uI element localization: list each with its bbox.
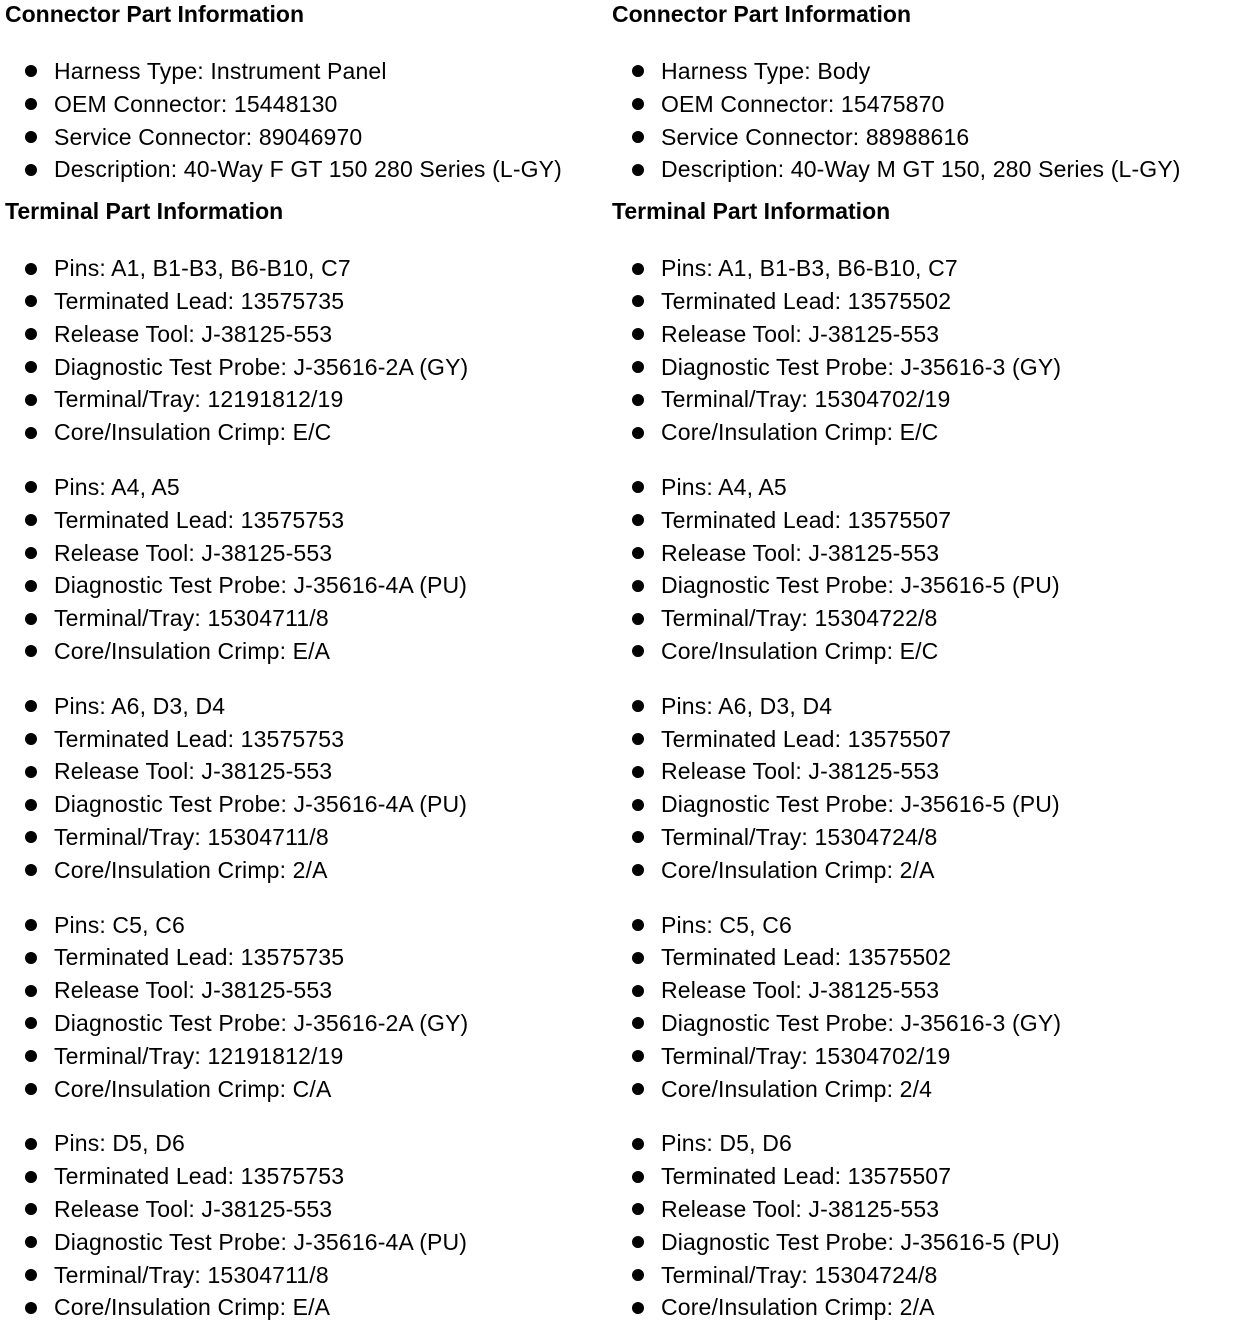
list-item bbox=[5, 788, 605, 821]
bullet-icon bbox=[25, 328, 37, 340]
pins: Pins: A4, A5 bbox=[661, 473, 787, 500]
release-tool: Release Tool: J-38125-553 bbox=[54, 1195, 333, 1222]
bullet-icon bbox=[25, 1203, 37, 1215]
list-item bbox=[5, 55, 605, 88]
harness-type: Harness Type: Instrument Panel bbox=[54, 58, 387, 84]
bullet-icon bbox=[632, 799, 644, 811]
bullet-icon bbox=[25, 263, 37, 275]
oem-connector: OEM Connector: 15475870 bbox=[661, 90, 945, 117]
list-item bbox=[5, 1226, 605, 1259]
list-item bbox=[5, 974, 605, 1007]
bullet-icon bbox=[632, 1083, 644, 1095]
list-item bbox=[612, 1160, 1242, 1193]
terminated-lead: Terminated Lead: 13575502 bbox=[661, 287, 952, 314]
bullet-icon bbox=[25, 427, 37, 439]
terminal-group-3 bbox=[612, 690, 1242, 887]
bullet-icon bbox=[632, 547, 644, 559]
list-item bbox=[612, 55, 1242, 88]
bullet-icon bbox=[632, 1138, 644, 1150]
bullet-icon bbox=[25, 766, 37, 778]
list-item bbox=[612, 351, 1242, 384]
bullet-icon bbox=[25, 361, 37, 373]
list-item bbox=[5, 252, 605, 285]
pins: Pins: A6, D3, D4 bbox=[54, 692, 226, 719]
terminal-group-5 bbox=[612, 1127, 1242, 1324]
bullet-icon bbox=[25, 1050, 37, 1062]
terminal-tray: Terminal/Tray: 12191812/19 bbox=[54, 1042, 344, 1069]
list-item bbox=[5, 690, 605, 723]
pins: Pins: C5, C6 bbox=[661, 911, 792, 938]
list-item bbox=[5, 821, 605, 854]
core-insulation-crimp: Core/Insulation Crimp: E/A bbox=[54, 637, 331, 664]
terminal-part-heading: Terminal Part Information bbox=[612, 198, 891, 225]
bullet-icon bbox=[632, 361, 644, 373]
bullet-icon bbox=[632, 700, 644, 712]
list-item bbox=[5, 1291, 605, 1324]
bullet-icon bbox=[25, 700, 37, 712]
core-insulation-crimp: Core/Insulation Crimp: 2/A bbox=[661, 1294, 935, 1321]
list-item bbox=[5, 471, 605, 504]
bullet-icon bbox=[25, 799, 37, 811]
core-insulation-crimp: Core/Insulation Crimp: 2/A bbox=[54, 856, 328, 883]
bullet-icon bbox=[632, 1203, 644, 1215]
core-insulation-crimp: Core/Insulation Crimp: 2/A bbox=[661, 856, 935, 883]
terminal-group-1 bbox=[5, 252, 605, 449]
list-item bbox=[5, 723, 605, 756]
bullet-icon bbox=[632, 427, 644, 439]
connector-info-list bbox=[612, 55, 1242, 186]
list-item bbox=[612, 909, 1242, 942]
terminated-lead: Terminated Lead: 13575753 bbox=[54, 1163, 345, 1190]
list-item bbox=[5, 635, 605, 668]
bullet-icon bbox=[25, 645, 37, 657]
list-item bbox=[612, 1291, 1242, 1324]
list-item bbox=[5, 1127, 605, 1160]
list-item bbox=[5, 941, 605, 974]
bullet-icon bbox=[632, 952, 644, 964]
bullet-icon bbox=[632, 645, 644, 657]
bullet-icon bbox=[25, 164, 37, 176]
list-item bbox=[612, 383, 1242, 416]
terminal-part-heading: Terminal Part Information bbox=[5, 198, 284, 225]
list-item bbox=[5, 569, 605, 602]
core-insulation-crimp: Core/Insulation Crimp: E/A bbox=[54, 1294, 331, 1321]
bullet-icon bbox=[25, 1017, 37, 1029]
pins: Pins: A1, B1-B3, B6-B10, C7 bbox=[661, 255, 958, 282]
terminal-group-1 bbox=[612, 252, 1242, 449]
terminal-tray: Terminal/Tray: 15304702/19 bbox=[661, 386, 951, 413]
release-tool: Release Tool: J-38125-553 bbox=[661, 758, 940, 785]
list-item bbox=[612, 1259, 1242, 1292]
core-insulation-crimp: Core/Insulation Crimp: E/C bbox=[661, 419, 939, 446]
bullet-icon bbox=[632, 131, 644, 143]
release-tool: Release Tool: J-38125-553 bbox=[661, 977, 940, 1004]
diagnostic-test-probe: Diagnostic Test Probe: J-35616-4A (PU) bbox=[54, 1228, 468, 1255]
bullet-icon bbox=[632, 164, 644, 176]
terminal-group-4 bbox=[5, 909, 605, 1106]
list-item bbox=[612, 854, 1242, 887]
list-item bbox=[612, 1007, 1242, 1040]
bullet-icon bbox=[632, 1017, 644, 1029]
terminated-lead: Terminated Lead: 13575507 bbox=[661, 506, 952, 533]
pins: Pins: D5, D6 bbox=[661, 1130, 792, 1157]
service-connector: Service Connector: 88988616 bbox=[661, 123, 970, 150]
bullet-icon bbox=[632, 985, 644, 997]
bullet-icon bbox=[632, 1269, 644, 1281]
bullet-icon bbox=[632, 613, 644, 625]
bullet-icon bbox=[632, 514, 644, 526]
bullet-icon bbox=[632, 1236, 644, 1248]
bullet-icon bbox=[632, 1050, 644, 1062]
list-item bbox=[612, 88, 1242, 121]
diagnostic-test-probe: Diagnostic Test Probe: J-35616-2A (GY) bbox=[54, 353, 469, 380]
bullet-icon bbox=[632, 766, 644, 778]
bullet-icon bbox=[25, 613, 37, 625]
terminal-tray: Terminal/Tray: 15304711/8 bbox=[54, 605, 329, 632]
bullet-icon bbox=[632, 481, 644, 493]
terminal-tray: Terminal/Tray: 15304711/8 bbox=[54, 823, 329, 850]
bullet-icon bbox=[632, 394, 644, 406]
list-item bbox=[612, 569, 1242, 602]
bullet-icon bbox=[25, 1083, 37, 1095]
list-item bbox=[612, 974, 1242, 1007]
bullet-icon bbox=[632, 98, 644, 110]
core-insulation-crimp: Core/Insulation Crimp: C/A bbox=[54, 1075, 332, 1102]
bullet-icon bbox=[25, 1269, 37, 1281]
release-tool: Release Tool: J-38125-553 bbox=[54, 539, 333, 566]
list-item bbox=[612, 537, 1242, 570]
list-item bbox=[612, 1193, 1242, 1226]
list-item bbox=[5, 1040, 605, 1073]
list-item bbox=[612, 471, 1242, 504]
bullet-icon bbox=[25, 831, 37, 843]
bullet-icon bbox=[25, 1236, 37, 1248]
pins: Pins: A1, B1-B3, B6-B10, C7 bbox=[54, 255, 351, 282]
list-item bbox=[5, 285, 605, 318]
connector-description: Description: 40-Way M GT 150, 280 Series (L-GY) bbox=[661, 156, 1181, 183]
bullet-icon bbox=[25, 65, 37, 77]
list-item bbox=[5, 537, 605, 570]
list-item bbox=[5, 1160, 605, 1193]
list-item bbox=[612, 504, 1242, 537]
list-item bbox=[5, 88, 605, 121]
pins: Pins: A6, D3, D4 bbox=[661, 692, 833, 719]
connector-part-heading: Connector Part Information bbox=[612, 1, 912, 27]
release-tool: Release Tool: J-38125-553 bbox=[661, 539, 940, 566]
list-item bbox=[5, 1073, 605, 1106]
bullet-icon bbox=[632, 263, 644, 275]
list-item bbox=[5, 121, 605, 154]
core-insulation-crimp: Core/Insulation Crimp: E/C bbox=[661, 637, 939, 664]
bullet-icon bbox=[632, 831, 644, 843]
list-item bbox=[612, 602, 1242, 635]
list-item bbox=[612, 755, 1242, 788]
bullet-icon bbox=[25, 733, 37, 745]
terminated-lead: Terminated Lead: 13575735 bbox=[54, 287, 345, 314]
diagnostic-test-probe: Diagnostic Test Probe: J-35616-3 (GY) bbox=[661, 1009, 1062, 1036]
bullet-icon bbox=[632, 864, 644, 876]
pins: Pins: A4, A5 bbox=[54, 473, 180, 500]
service-connector: Service Connector: 89046970 bbox=[54, 123, 363, 150]
list-item bbox=[612, 788, 1242, 821]
list-item bbox=[5, 318, 605, 351]
list-item bbox=[5, 504, 605, 537]
diagnostic-test-probe: Diagnostic Test Probe: J-35616-4A (PU) bbox=[54, 572, 468, 599]
diagnostic-test-probe: Diagnostic Test Probe: J-35616-4A (PU) bbox=[54, 791, 468, 818]
list-item bbox=[5, 1259, 605, 1292]
connector-info-list bbox=[5, 55, 605, 186]
terminal-tray: Terminal/Tray: 15304724/8 bbox=[661, 1261, 938, 1288]
list-item bbox=[612, 1226, 1242, 1259]
bullet-icon bbox=[25, 864, 37, 876]
bullet-icon bbox=[25, 481, 37, 493]
terminal-group-4 bbox=[612, 909, 1242, 1106]
bullet-icon bbox=[25, 98, 37, 110]
terminal-tray: Terminal/Tray: 12191812/19 bbox=[54, 386, 344, 413]
terminal-group-5 bbox=[5, 1127, 605, 1324]
list-item bbox=[612, 1127, 1242, 1160]
list-item bbox=[612, 318, 1242, 351]
terminated-lead: Terminated Lead: 13575507 bbox=[661, 725, 952, 752]
list-item bbox=[612, 821, 1242, 854]
terminal-tray: Terminal/Tray: 15304724/8 bbox=[661, 823, 938, 850]
list-item bbox=[612, 690, 1242, 723]
bullet-icon bbox=[632, 1171, 644, 1183]
bullet-icon bbox=[632, 580, 644, 592]
bullet-icon bbox=[25, 919, 37, 931]
terminal-group-2 bbox=[5, 471, 605, 668]
connector-description: Description: 40-Way F GT 150 280 Series (L-GY) bbox=[54, 156, 562, 183]
list-item bbox=[5, 854, 605, 887]
core-insulation-crimp: Core/Insulation Crimp: E/C bbox=[54, 419, 332, 446]
right-connector-column bbox=[612, 0, 1242, 1324]
bullet-icon bbox=[25, 514, 37, 526]
bullet-icon bbox=[632, 65, 644, 77]
list-item bbox=[5, 351, 605, 384]
diagnostic-test-probe: Diagnostic Test Probe: J-35616-2A (GY) bbox=[54, 1009, 469, 1036]
list-item bbox=[5, 1193, 605, 1226]
diagnostic-test-probe: Diagnostic Test Probe: J-35616-5 (PU) bbox=[661, 791, 1060, 818]
bullet-icon bbox=[25, 1171, 37, 1183]
list-item bbox=[612, 941, 1242, 974]
pins: Pins: D5, D6 bbox=[54, 1130, 185, 1157]
bullet-icon bbox=[632, 328, 644, 340]
terminal-tray: Terminal/Tray: 15304702/19 bbox=[661, 1042, 951, 1069]
diagnostic-test-probe: Diagnostic Test Probe: J-35616-5 (PU) bbox=[661, 572, 1060, 599]
bullet-icon bbox=[632, 295, 644, 307]
list-item bbox=[5, 416, 605, 449]
list-item bbox=[612, 252, 1242, 285]
terminated-lead: Terminated Lead: 13575753 bbox=[54, 506, 345, 533]
list-item bbox=[5, 755, 605, 788]
bullet-icon bbox=[632, 919, 644, 931]
bullet-icon bbox=[632, 733, 644, 745]
list-item bbox=[612, 1040, 1242, 1073]
release-tool: Release Tool: J-38125-553 bbox=[54, 977, 333, 1004]
terminal-tray: Terminal/Tray: 15304722/8 bbox=[661, 605, 938, 632]
list-item bbox=[5, 383, 605, 416]
list-item bbox=[612, 1073, 1242, 1106]
release-tool: Release Tool: J-38125-553 bbox=[661, 320, 940, 347]
terminated-lead: Terminated Lead: 13575735 bbox=[54, 944, 345, 971]
terminal-group-3 bbox=[5, 690, 605, 887]
terminal-tray: Terminal/Tray: 15304711/8 bbox=[54, 1261, 329, 1288]
bullet-icon bbox=[25, 952, 37, 964]
terminal-group-2 bbox=[612, 471, 1242, 668]
pins: Pins: C5, C6 bbox=[54, 911, 185, 938]
list-item bbox=[612, 121, 1242, 154]
release-tool: Release Tool: J-38125-553 bbox=[54, 758, 333, 785]
release-tool: Release Tool: J-38125-553 bbox=[661, 1195, 940, 1222]
connector-part-heading: Connector Part Information bbox=[5, 1, 305, 27]
list-item bbox=[5, 153, 605, 186]
list-item bbox=[612, 153, 1242, 186]
release-tool: Release Tool: J-38125-553 bbox=[54, 320, 333, 347]
oem-connector: OEM Connector: 15448130 bbox=[54, 90, 338, 117]
diagnostic-test-probe: Diagnostic Test Probe: J-35616-3 (GY) bbox=[661, 353, 1062, 380]
bullet-icon bbox=[25, 131, 37, 143]
list-item bbox=[612, 635, 1242, 668]
bullet-icon bbox=[25, 1138, 37, 1150]
list-item bbox=[612, 285, 1242, 318]
bullet-icon bbox=[25, 1302, 37, 1314]
core-insulation-crimp: Core/Insulation Crimp: 2/4 bbox=[661, 1075, 933, 1102]
diagnostic-test-probe: Diagnostic Test Probe: J-35616-5 (PU) bbox=[661, 1228, 1060, 1255]
list-item bbox=[612, 723, 1242, 756]
list-item bbox=[5, 1007, 605, 1040]
list-item bbox=[612, 416, 1242, 449]
bullet-icon bbox=[25, 985, 37, 997]
left-connector-column bbox=[5, 0, 605, 1324]
list-item bbox=[5, 602, 605, 635]
terminated-lead: Terminated Lead: 13575753 bbox=[54, 725, 345, 752]
list-item bbox=[5, 909, 605, 942]
bullet-icon bbox=[632, 1302, 644, 1314]
bullet-icon bbox=[25, 394, 37, 406]
bullet-icon bbox=[25, 547, 37, 559]
terminated-lead: Terminated Lead: 13575507 bbox=[661, 1163, 952, 1190]
bullet-icon bbox=[25, 580, 37, 592]
terminated-lead: Terminated Lead: 13575502 bbox=[661, 944, 952, 971]
bullet-icon bbox=[25, 295, 37, 307]
harness-type: Harness Type: Body bbox=[661, 58, 871, 84]
